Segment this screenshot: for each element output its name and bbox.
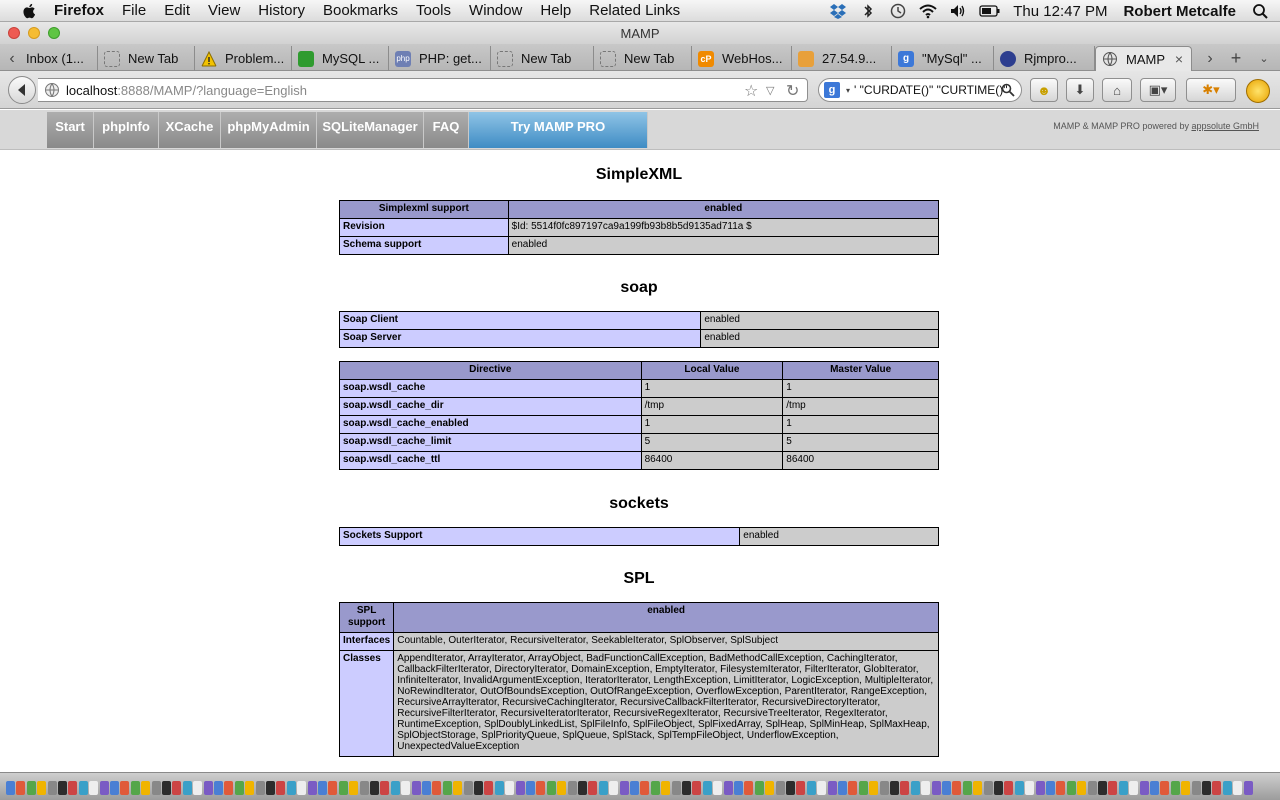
dock-app-icon[interactable] <box>380 781 389 795</box>
table-header-row <box>340 362 939 380</box>
dock-app-icon[interactable] <box>339 781 348 795</box>
dock-app-icon[interactable] <box>1160 781 1169 795</box>
dock-app-icon[interactable] <box>599 781 608 795</box>
tab-label: PHP: get... <box>419 51 482 66</box>
table-row <box>340 237 939 255</box>
dock-app-icon[interactable] <box>994 781 1003 795</box>
table-row <box>340 398 939 416</box>
bookmarks-menu-button[interactable] <box>1140 78 1176 102</box>
dock-app-icon[interactable] <box>328 781 337 795</box>
tab-label: New Tab <box>624 51 675 66</box>
row-value: enabled <box>701 330 939 348</box>
home-button[interactable] <box>1102 78 1132 102</box>
dock-app-icon[interactable] <box>1150 781 1159 795</box>
menu-file[interactable]: File <box>122 2 147 19</box>
dock-app-icon[interactable] <box>37 781 46 795</box>
dock-app-icon[interactable] <box>984 781 993 795</box>
dock-app-icon[interactable] <box>765 781 774 795</box>
header-cell: Directive <box>340 362 642 380</box>
back-arrow-icon <box>15 83 29 97</box>
tab-new-tab-3[interactable] <box>594 46 692 71</box>
tab-webhost[interactable] <box>692 46 792 71</box>
dock-app-icon[interactable] <box>640 781 649 795</box>
row-key: Soap Client <box>340 312 701 330</box>
local-value: 1 <box>641 380 783 398</box>
header-cell: Local Value <box>641 362 783 380</box>
dock-app-icon[interactable] <box>890 781 899 795</box>
tab-new-tab[interactable] <box>98 46 195 71</box>
dock-app-icon[interactable] <box>1119 781 1128 795</box>
row-value: enabled <box>740 528 939 546</box>
firebug-button[interactable] <box>1186 78 1236 102</box>
dock-app-icon[interactable] <box>588 781 597 795</box>
menu-related-links[interactable]: Related Links <box>589 2 681 19</box>
url-path: :8888/MAMP/?language=English <box>117 82 308 98</box>
dock-app-icon[interactable] <box>401 781 410 795</box>
menu-history[interactable]: History <box>258 2 305 19</box>
wifi-icon[interactable] <box>919 3 937 19</box>
dock <box>0 772 1280 800</box>
table-soap-directives <box>339 361 939 470</box>
blank-page-icon <box>497 51 513 67</box>
dock-app-icon[interactable] <box>484 781 493 795</box>
dock-app-icon[interactable] <box>1067 781 1076 795</box>
dock-app-icon[interactable] <box>973 781 982 795</box>
directive-name: soap.wsdl_cache_ttl <box>340 452 642 470</box>
section-title-soap: soap <box>620 279 658 296</box>
apple-icon[interactable] <box>20 2 40 20</box>
dock-app-icon[interactable] <box>1192 781 1201 795</box>
dock-app-icon[interactable] <box>1036 781 1045 795</box>
tab-scroll-left-icon[interactable]: ‹ <box>9 49 15 67</box>
mysql-favicon-icon <box>298 51 314 67</box>
dock-app-icon[interactable] <box>1077 781 1086 795</box>
site-identity-globe-icon[interactable] <box>44 82 60 98</box>
phpinfo-content <box>0 150 1280 772</box>
dock-app-icon[interactable] <box>734 781 743 795</box>
blank-page-icon <box>600 51 616 67</box>
menu-firefox[interactable]: Firefox <box>54 2 105 19</box>
section-title-sockets: sockets <box>609 495 669 512</box>
tab-list-chevron-down-icon[interactable]: ⌄ <box>1259 53 1269 65</box>
dock-app-icon[interactable] <box>235 781 244 795</box>
dock-app-icon[interactable] <box>110 781 119 795</box>
dock-app-icon[interactable] <box>807 781 816 795</box>
mamp-tab-faq[interactable]: FAQ <box>424 112 469 148</box>
search-icon[interactable] <box>1001 83 1015 97</box>
dock-app-icon[interactable] <box>100 781 109 795</box>
tab-strip <box>0 44 1280 71</box>
dock-app-icon[interactable] <box>1004 781 1013 795</box>
dock-app-icon[interactable] <box>256 781 265 795</box>
dock-app-icon[interactable] <box>453 781 462 795</box>
table-row <box>340 434 939 452</box>
tab-label: New Tab <box>521 51 572 66</box>
row-key: Soap Server <box>340 330 701 348</box>
row-key: Revision <box>340 219 509 237</box>
table-row <box>340 416 939 434</box>
table-row <box>340 651 939 757</box>
dock-app-icon[interactable] <box>360 781 369 795</box>
dock-app-icon[interactable] <box>713 781 722 795</box>
directive-name: soap.wsdl_cache_limit <box>340 434 642 452</box>
dock-app-icon[interactable] <box>193 781 202 795</box>
dock-app-icon[interactable] <box>1202 781 1211 795</box>
dock-app-icon[interactable] <box>1056 781 1065 795</box>
tab-phpmyadmin-ip[interactable] <box>792 46 892 71</box>
table-row <box>340 528 939 546</box>
window-zoom-button[interactable] <box>48 27 60 39</box>
dock-app-icon[interactable] <box>48 781 57 795</box>
mamp-navigation <box>0 110 1280 150</box>
powered-by-text: MAMP & MAMP PRO powered by <box>1053 121 1192 131</box>
dock-app-icon[interactable] <box>172 781 181 795</box>
dock-app-icon[interactable] <box>630 781 639 795</box>
table-header-row <box>340 603 939 633</box>
menu-tools[interactable]: Tools <box>416 2 452 19</box>
tab-problem[interactable] <box>195 46 292 71</box>
dock-app-icon[interactable] <box>224 781 233 795</box>
dock-app-icon[interactable] <box>1212 781 1221 795</box>
search-input-value[interactable]: ' "CURDATE()" "CURTIME()" <box>854 83 1008 97</box>
dock-app-icon[interactable] <box>744 781 753 795</box>
tab-mamp-active[interactable] <box>1095 46 1192 71</box>
row-key: Sockets Support <box>340 528 740 546</box>
dock-app-icon[interactable] <box>204 781 213 795</box>
dock-app-icon[interactable] <box>1108 781 1117 795</box>
tab-label: MAMP <box>1126 51 1165 67</box>
dock-app-icon[interactable] <box>68 781 77 795</box>
tab-google-mysql[interactable] <box>892 46 994 71</box>
dock-app-icon[interactable] <box>1129 781 1138 795</box>
battery-icon[interactable] <box>979 3 1001 19</box>
dock-app-icon[interactable] <box>276 781 285 795</box>
dock-app-icon[interactable] <box>547 781 556 795</box>
dock-app-icon[interactable] <box>464 781 473 795</box>
dock-app-icon[interactable] <box>921 781 930 795</box>
dock-app-icon[interactable] <box>755 781 764 795</box>
dock-app-icon[interactable] <box>16 781 25 795</box>
url-history-dropdown-icon[interactable]: ▽ <box>766 85 775 97</box>
directive-name: soap.wsdl_cache_enabled <box>340 416 642 434</box>
local-value: 5 <box>641 434 783 452</box>
table-header-row <box>340 201 939 219</box>
table-row <box>340 312 939 330</box>
dock-app-icon[interactable] <box>786 781 795 795</box>
menu-window[interactable]: Window <box>469 2 523 19</box>
tab-label: Inbox (1... <box>26 51 84 66</box>
dock-app-icon[interactable] <box>318 781 327 795</box>
tab-label: MySQL ... <box>322 51 380 66</box>
local-value: /tmp <box>641 398 783 416</box>
tab-php-get[interactable] <box>389 46 491 71</box>
dock-app-icon[interactable] <box>432 781 441 795</box>
dock-app-icon[interactable] <box>412 781 421 795</box>
dock-app-icon[interactable] <box>952 781 961 795</box>
dock-app-icon[interactable] <box>152 781 161 795</box>
dock-app-icon[interactable] <box>287 781 296 795</box>
dock-app-icon[interactable] <box>672 781 681 795</box>
dock-app-icon[interactable] <box>1088 781 1097 795</box>
dock-app-icon[interactable] <box>578 781 587 795</box>
downloads-button[interactable] <box>1066 78 1094 102</box>
dock-app-icon[interactable] <box>516 781 525 795</box>
header-cell: Simplexml support <box>340 201 509 219</box>
dock-app-icon[interactable] <box>900 781 909 795</box>
home-icon: ⌂ <box>1113 82 1121 98</box>
header-cell: enabled <box>394 603 939 633</box>
extension-button[interactable] <box>1030 78 1058 102</box>
tab-label: WebHos... <box>722 51 783 66</box>
dock-app-icon[interactable] <box>682 781 691 795</box>
mamp-tab-sqlitemanager[interactable]: SQLiteManager <box>317 112 424 148</box>
tab-new-tab-2[interactable] <box>491 46 594 71</box>
dock-app-icon[interactable] <box>620 781 629 795</box>
tab-label: 27.54.9... <box>822 51 877 66</box>
reload-icon[interactable]: ↻ <box>786 83 800 100</box>
mamp-tab-start[interactable]: Start <box>47 112 94 148</box>
dock-app-icon[interactable] <box>443 781 452 795</box>
dock-app-icon[interactable] <box>1046 781 1055 795</box>
dock-app-icon[interactable] <box>266 781 275 795</box>
extension-icon: ☻ <box>1037 82 1051 98</box>
dock-app-icon[interactable] <box>58 781 67 795</box>
dock-app-icon[interactable] <box>963 781 972 795</box>
dock-app-icon[interactable] <box>536 781 545 795</box>
google-favicon-icon: g <box>898 51 914 67</box>
bookmarks-icon: ▣▾ <box>1148 82 1168 97</box>
search-bar[interactable] <box>818 78 1022 102</box>
dock-app-icon[interactable] <box>214 781 223 795</box>
window-title: MAMP <box>620 25 660 41</box>
local-value: 86400 <box>641 452 783 470</box>
macos-menu-bar <box>0 0 1280 22</box>
tab-label: Problem... <box>225 51 285 66</box>
cpanel-favicon-icon: cP <box>698 51 714 67</box>
menu-edit[interactable]: Edit <box>164 2 191 19</box>
tab-label: "MySql" ... <box>922 51 982 66</box>
dock-app-icon[interactable] <box>6 781 15 795</box>
dock-app-icon[interactable] <box>526 781 535 795</box>
directive-name: soap.wsdl_cache_dir <box>340 398 642 416</box>
row-value: enabled <box>701 312 939 330</box>
addon-play-icon[interactable] <box>1246 79 1270 103</box>
table-spl <box>339 602 939 757</box>
tab-rjmpro[interactable] <box>994 46 1095 71</box>
tab-label: New Tab <box>128 51 179 66</box>
section-title-spl: SPL <box>623 570 655 587</box>
dock-app-icon[interactable] <box>828 781 837 795</box>
dock-app-icon[interactable] <box>297 781 306 795</box>
row-value: enabled <box>508 237 938 255</box>
dock-app-icon[interactable] <box>942 781 951 795</box>
dock-app-icon[interactable] <box>183 781 192 795</box>
back-button[interactable] <box>8 76 36 104</box>
blank-page-icon <box>104 51 120 67</box>
dock-app-icon[interactable] <box>724 781 733 795</box>
dock-app-icon[interactable] <box>1098 781 1107 795</box>
tab-mysql[interactable] <box>292 46 389 71</box>
clock[interactable]: Thu 12:47 PM <box>1013 2 1108 20</box>
window-close-button[interactable] <box>8 27 20 39</box>
warning-icon <box>201 51 217 67</box>
navigation-toolbar <box>0 71 1280 109</box>
dock-app-icon[interactable] <box>245 781 254 795</box>
spotlight-icon[interactable] <box>1252 3 1270 19</box>
dock-app-icon[interactable] <box>1025 781 1034 795</box>
dock-app-icon[interactable] <box>27 781 36 795</box>
phpmyadmin-favicon-icon <box>798 51 814 67</box>
table-sockets <box>339 527 939 546</box>
appsolute-link[interactable]: appsolute GmbH <box>1191 121 1259 131</box>
site-favicon-icon <box>1000 51 1016 67</box>
dock-app-icon[interactable] <box>131 781 140 795</box>
dock-app-icon[interactable] <box>568 781 577 795</box>
header-cell: SPL support <box>340 603 394 633</box>
dock-app-icon[interactable] <box>776 781 785 795</box>
firebug-icon: ✱▾ <box>1202 82 1220 97</box>
dock-app-icon[interactable] <box>391 781 400 795</box>
dock-app-icon[interactable] <box>141 781 150 795</box>
local-value: 1 <box>641 416 783 434</box>
dock-app-icon[interactable] <box>1171 781 1180 795</box>
table-row <box>340 219 939 237</box>
master-value: /tmp <box>783 398 939 416</box>
master-value: 86400 <box>783 452 939 470</box>
table-row <box>340 380 939 398</box>
row-value: $Id: 5514f0fc897197ca9a199fb93b8b5d9135ad711a $ <box>508 219 938 237</box>
mamp-tab-phpinfo[interactable]: phpInfo <box>94 112 159 148</box>
dock-app-icon[interactable] <box>495 781 504 795</box>
dock-app-icon[interactable] <box>609 781 618 795</box>
row-key: Interfaces <box>340 633 394 651</box>
dock-app-icon[interactable] <box>651 781 660 795</box>
tab-scroll-right-icon[interactable]: › <box>1207 49 1213 67</box>
bluetooth-icon[interactable] <box>859 3 877 19</box>
table-row <box>340 330 939 348</box>
directive-name: soap.wsdl_cache <box>340 380 642 398</box>
dock-app-icon[interactable] <box>474 781 483 795</box>
master-value: 1 <box>783 380 939 398</box>
dock-app-icon[interactable] <box>162 781 171 795</box>
new-tab-plus-icon[interactable]: + <box>1230 48 1242 68</box>
row-key: Classes <box>340 651 394 757</box>
table-soap <box>339 311 939 348</box>
dock-app-icon[interactable] <box>703 781 712 795</box>
table-row <box>340 452 939 470</box>
dock-app-icon[interactable] <box>505 781 514 795</box>
tab-label: Rjmpro... <box>1024 51 1077 66</box>
master-value: 1 <box>783 416 939 434</box>
mamp-tab-phpmyadmin[interactable]: phpMyAdmin <box>221 112 317 148</box>
dock-app-icon[interactable] <box>79 781 88 795</box>
dock-app-icon[interactable] <box>848 781 857 795</box>
user-name[interactable]: Robert Metcalfe <box>1123 2 1236 20</box>
dock-app-icon[interactable] <box>796 781 805 795</box>
dock-app-icon[interactable] <box>692 781 701 795</box>
php-favicon-icon: php <box>395 51 411 67</box>
table-row <box>340 633 939 651</box>
dock-app-icon[interactable] <box>1223 781 1232 795</box>
row-key: Schema support <box>340 237 509 255</box>
dock-app-icon[interactable] <box>89 781 98 795</box>
url-bar[interactable] <box>38 78 808 102</box>
dock-app-icon[interactable] <box>911 781 920 795</box>
row-value: Countable, OuterIterator, RecursiveIterator, SeekableIterator, SplObserver, SplSubject <box>394 633 939 651</box>
dock-app-icon[interactable] <box>932 781 941 795</box>
dock-app-icon[interactable] <box>661 781 670 795</box>
dock-app-icon[interactable] <box>308 781 317 795</box>
mamp-tab-try-pro[interactable]: Try MAMP PRO <box>469 112 648 148</box>
dock-app-icon[interactable] <box>838 781 847 795</box>
dock-app-icon[interactable] <box>422 781 431 795</box>
download-arrow-icon: ⬇ <box>1074 82 1086 97</box>
dock-app-icon[interactable] <box>817 781 826 795</box>
mamp-tab-xcache[interactable]: XCache <box>159 112 221 148</box>
header-cell: Master Value <box>783 362 939 380</box>
volume-icon[interactable] <box>949 3 967 19</box>
dock-app-icon[interactable] <box>120 781 129 795</box>
powered-by <box>1053 121 1259 131</box>
bookmark-star-icon[interactable]: ☆ <box>744 83 759 100</box>
dock-app-icon[interactable] <box>1181 781 1190 795</box>
dock-app-icon[interactable] <box>859 781 868 795</box>
dropbox-icon[interactable] <box>829 3 847 19</box>
header-cell: enabled <box>508 201 938 219</box>
dock-app-icon[interactable] <box>557 781 566 795</box>
window-title-bar <box>0 22 1280 44</box>
google-search-engine-icon[interactable]: g <box>824 82 840 98</box>
dock-app-icon[interactable] <box>349 781 358 795</box>
row-value: AppendIterator, ArrayIterator, ArrayObject, BadFunctionCallException, BadMethodCallException, CachingIterator, CallbackFilterIterator, DirectoryIterator, DomainException, EmptyIterator, FilesystemIterator, FilterIterator, GlobIterator, InfiniteIterator, InvalidArgumentException, IteratorIterator, LengthException, LimitIterator, LogicException, MultipleIterator, NoRewindIterator, OutOfBoundsException, OutOfRangeException, OverflowException, ParentIterator, RangeException, RecursiveArrayIterator, RecursiveCachingIterator, RecursiveCallbackFilterIterator, RecursiveDirectoryIterator, RecursiveFilterIterator, RecursiveIteratorIterator, RecursiveRegexIterator, RecursiveTreeIterator, RegexIterator, RuntimeException, SplDoublyLinkedList, SplFileInfo, SplFileObject, SplFixedArray, SplHeap, SplMinHeap, SplMaxHeap, SplObjectStorage, SplPriorityQueue, SplQueue, SplStack, SplTempFileObject, UnderflowException, UnexpectedValueException <box>394 651 939 757</box>
tab-close-icon[interactable]: × <box>1174 51 1183 67</box>
master-value: 5 <box>783 434 939 452</box>
dock-app-icon[interactable] <box>880 781 889 795</box>
window-minimize-button[interactable] <box>28 27 40 39</box>
table-simplexml <box>339 200 939 255</box>
tab-inbox[interactable] <box>20 46 98 71</box>
dock-app-icon[interactable] <box>869 781 878 795</box>
dock-app-icon[interactable] <box>1233 781 1242 795</box>
dock-app-icon[interactable] <box>1244 781 1253 795</box>
time-machine-icon[interactable] <box>889 3 907 19</box>
section-title-simplexml: SimpleXML <box>595 166 683 183</box>
menu-view[interactable]: View <box>208 2 241 19</box>
engine-dropdown-icon[interactable]: ▾ <box>846 85 851 95</box>
menu-help[interactable]: Help <box>540 2 572 19</box>
globe-icon <box>1102 51 1118 67</box>
dock-app-icon[interactable] <box>370 781 379 795</box>
dock-app-icon[interactable] <box>1140 781 1149 795</box>
url-host: localhost <box>66 82 118 98</box>
menu-bookmarks[interactable]: Bookmarks <box>322 2 398 19</box>
dock-app-icon[interactable] <box>1015 781 1024 795</box>
